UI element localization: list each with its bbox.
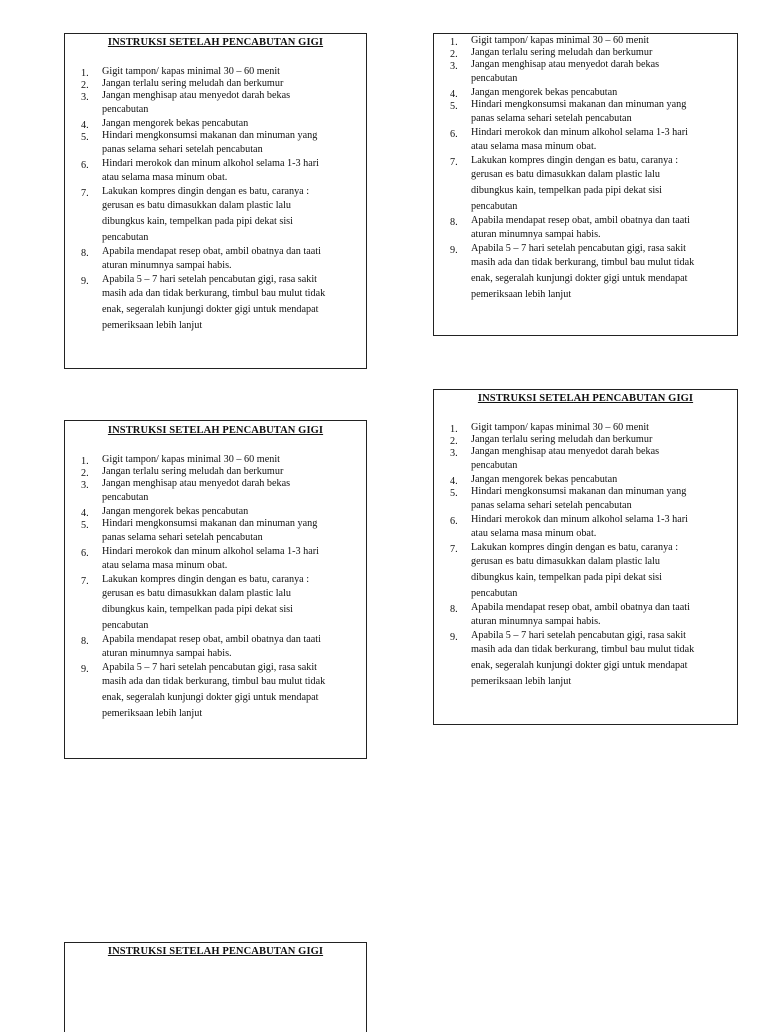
- instruction-item: [440, 474, 731, 486]
- item-text-line: pencabutan: [471, 201, 518, 212]
- instruction-item: [440, 35, 731, 47]
- instruction-card-middle-right: [433, 389, 738, 725]
- item-number: 6.: [81, 160, 89, 171]
- instruction-item: [71, 118, 360, 130]
- item-text-line: dibungkus kain, tempelkan pada pipi dekat sisi: [471, 572, 662, 583]
- item-number: 2.: [81, 468, 89, 479]
- item-number: 1.: [450, 37, 458, 48]
- item-text-line: gerusan es batu dimasukkan dalam plastic lalu: [102, 588, 291, 599]
- item-text-line: Jangan menghisap atau menyedot darah bekas: [102, 478, 291, 489]
- instruction-item: [71, 90, 360, 118]
- item-text-line: pemeriksaan lebih lanjut: [471, 289, 572, 300]
- item-text-line: aturan minumnya sampai habis.: [102, 260, 232, 271]
- item-text-line: masih ada dan tidak berkurang, timbul bau mulut tidak: [471, 257, 695, 268]
- item-text-line: enak, segeralah kunjungi dokter gigi untuk mendapat: [471, 660, 688, 671]
- item-number: 7.: [450, 157, 458, 168]
- instruction-item: [71, 478, 360, 506]
- item-number: 8.: [81, 248, 89, 259]
- item-text-line: pemeriksaan lebih lanjut: [471, 676, 572, 687]
- item-text-line: pemeriksaan lebih lanjut: [102, 320, 203, 331]
- instruction-item: [71, 518, 360, 546]
- item-text-line: Apabila 5 – 7 hari setelah pencabutan gigi, rasa sakit: [102, 662, 317, 673]
- instruction-item: [71, 66, 360, 78]
- item-text-line: Apabila 5 – 7 hari setelah pencabutan gigi, rasa sakit: [471, 243, 686, 254]
- item-number: 7.: [81, 576, 89, 587]
- item-number: 1.: [81, 456, 89, 467]
- item-number: 9.: [81, 276, 89, 287]
- instruction-item: [440, 542, 731, 602]
- item-text-line: dibungkus kain, tempelkan pada pipi dekat sisi: [471, 185, 662, 196]
- instruction-card-top-right: [433, 33, 738, 336]
- item-number: 8.: [450, 604, 458, 615]
- item-number: 9.: [450, 245, 458, 256]
- item-text-line: Apabila mendapat resep obat, ambil obatnya dan taati: [102, 634, 321, 645]
- item-text-line: Hindari merokok dan minum alkohol selama 1-3 hari: [471, 127, 688, 138]
- item-text-line: Jangan terlalu sering meludah dan berkumur: [102, 78, 284, 89]
- item-number: 7.: [450, 544, 458, 555]
- instruction-item: [440, 486, 731, 514]
- item-text-line: Jangan terlalu sering meludah dan berkumur: [102, 466, 284, 477]
- item-text-line: Gigit tampon/ kapas minimal 30 – 60 menit: [471, 35, 649, 46]
- instruction-card-top-left: [64, 33, 367, 369]
- item-text-line: Jangan mengorek bekas pencabutan: [471, 87, 618, 98]
- item-text-line: gerusan es batu dimasukkan dalam plastic lalu: [471, 169, 660, 180]
- item-text-line: Gigit tampon/ kapas minimal 30 – 60 menit: [102, 454, 280, 465]
- card-title: INSTRUKSI SETELAH PENCABUTAN GIGI: [107, 946, 324, 957]
- instruction-item: [71, 246, 360, 274]
- item-number: 4.: [81, 120, 89, 131]
- item-number: 5.: [81, 520, 89, 531]
- item-number: 3.: [81, 92, 89, 103]
- item-text-line: pencabutan: [471, 588, 518, 599]
- item-text-line: masih ada dan tidak berkurang, timbul bau mulut tidak: [102, 676, 326, 687]
- item-text-line: Apabila mendapat resep obat, ambil obatnya dan taati: [471, 602, 690, 613]
- item-text-line: enak, segeralah kunjungi dokter gigi untuk mendapat: [102, 692, 319, 703]
- item-text-line: Apabila mendapat resep obat, ambil obatnya dan taati: [102, 246, 321, 257]
- instruction-item: [71, 662, 360, 722]
- instruction-item: [440, 243, 731, 303]
- item-text-line: enak, segeralah kunjungi dokter gigi untuk mendapat: [102, 304, 319, 315]
- item-text-line: Hindari merokok dan minum alkohol selama 1-3 hari: [471, 514, 688, 525]
- item-number: 8.: [81, 636, 89, 647]
- item-text-line: panas selama sehari setelah pencabutan: [102, 144, 263, 155]
- item-text-line: Jangan mengorek bekas pencabutan: [102, 118, 249, 129]
- card-title: INSTRUKSI SETELAH PENCABUTAN GIGI: [107, 37, 324, 48]
- item-text-line: Jangan mengorek bekas pencabutan: [471, 474, 618, 485]
- item-text-line: masih ada dan tidak berkurang, timbul bau mulut tidak: [102, 288, 326, 299]
- instruction-item: [71, 574, 360, 634]
- item-text-line: Hindari merokok dan minum alkohol selama 1-3 hari: [102, 546, 319, 557]
- instruction-item: [440, 99, 731, 127]
- item-number: 2.: [81, 80, 89, 91]
- instruction-item: [440, 87, 731, 99]
- item-number: 4.: [450, 476, 458, 487]
- instruction-item: [71, 454, 360, 466]
- item-text-line: panas selama sehari setelah pencabutan: [471, 113, 632, 124]
- instruction-list: [71, 66, 360, 334]
- instruction-item: [71, 186, 360, 246]
- item-text-line: enak, segeralah kunjungi dokter gigi untuk mendapat: [471, 273, 688, 284]
- item-text-line: masih ada dan tidak berkurang, timbul bau mulut tidak: [471, 644, 695, 655]
- instruction-item: [440, 127, 731, 155]
- instruction-card-bottom-left: [64, 942, 367, 1032]
- item-text-line: atau selama masa minum obat.: [471, 141, 597, 152]
- item-text-line: pencabutan: [102, 492, 149, 503]
- instruction-item: [440, 155, 731, 215]
- item-number: 2.: [450, 49, 458, 60]
- item-text-line: Lakukan kompres dingin dengan es batu, caranya :: [102, 186, 310, 197]
- instruction-card-middle-left: [64, 420, 367, 759]
- item-text-line: Apabila 5 – 7 hari setelah pencabutan gigi, rasa sakit: [102, 274, 317, 285]
- item-number: 5.: [81, 132, 89, 143]
- item-text-line: Lakukan kompres dingin dengan es batu, caranya :: [471, 542, 679, 553]
- instruction-item: [440, 215, 731, 243]
- item-text-line: aturan minumnya sampai habis.: [102, 648, 232, 659]
- item-text-line: pencabutan: [102, 104, 149, 115]
- item-text-line: aturan minumnya sampai habis.: [471, 616, 601, 627]
- instruction-item: [71, 130, 360, 158]
- item-number: 5.: [450, 101, 458, 112]
- instruction-item: [71, 78, 360, 90]
- item-number: 6.: [81, 548, 89, 559]
- item-text-line: pencabutan: [102, 620, 149, 631]
- instruction-item: [440, 446, 731, 474]
- instruction-item: [71, 506, 360, 518]
- item-text-line: Hindari mengkonsumsi makanan dan minuman yang: [102, 518, 318, 529]
- instruction-item: [71, 466, 360, 478]
- item-text-line: Hindari mengkonsumsi makanan dan minuman yang: [471, 486, 687, 497]
- instruction-item: [71, 546, 360, 574]
- instruction-item: [440, 630, 731, 690]
- instruction-item: [440, 602, 731, 630]
- item-text-line: pencabutan: [102, 232, 149, 243]
- card-title: INSTRUKSI SETELAH PENCABUTAN GIGI: [107, 425, 324, 436]
- item-number: 4.: [450, 89, 458, 100]
- instruction-item: [440, 47, 731, 59]
- item-text-line: panas selama sehari setelah pencabutan: [471, 500, 632, 511]
- item-number: 4.: [81, 508, 89, 519]
- item-number: 3.: [450, 61, 458, 72]
- item-text-line: atau selama masa minum obat.: [471, 528, 597, 539]
- item-number: 8.: [450, 217, 458, 228]
- instruction-item: [71, 274, 360, 334]
- item-text-line: Lakukan kompres dingin dengan es batu, caranya :: [102, 574, 310, 585]
- item-number: 6.: [450, 129, 458, 140]
- item-text-line: gerusan es batu dimasukkan dalam plastic lalu: [102, 200, 291, 211]
- item-text-line: Gigit tampon/ kapas minimal 30 – 60 menit: [102, 66, 280, 77]
- item-text-line: atau selama masa minum obat.: [102, 172, 228, 183]
- item-text-line: gerusan es batu dimasukkan dalam plastic lalu: [471, 556, 660, 567]
- item-text-line: Hindari mengkonsumsi makanan dan minuman yang: [102, 130, 318, 141]
- item-text-line: Jangan terlalu sering meludah dan berkumur: [471, 47, 653, 58]
- item-text-line: dibungkus kain, tempelkan pada pipi dekat sisi: [102, 216, 293, 227]
- item-text-line: Jangan menghisap atau menyedot darah bekas: [471, 59, 660, 70]
- item-text-line: panas selama sehari setelah pencabutan: [102, 532, 263, 543]
- instruction-item: [71, 634, 360, 662]
- instruction-item: [71, 158, 360, 186]
- item-text-line: Jangan terlalu sering meludah dan berkumur: [471, 434, 653, 445]
- instruction-item: [440, 514, 731, 542]
- item-text-line: atau selama masa minum obat.: [102, 560, 228, 571]
- item-number: 2.: [450, 436, 458, 447]
- instruction-list: [440, 35, 731, 303]
- instruction-list: [440, 422, 731, 690]
- instruction-item: [440, 59, 731, 87]
- instruction-item: [440, 434, 731, 446]
- item-text-line: Jangan mengorek bekas pencabutan: [102, 506, 249, 517]
- item-number: 3.: [450, 448, 458, 459]
- item-text-line: Lakukan kompres dingin dengan es batu, caranya :: [471, 155, 679, 166]
- instruction-list: [71, 454, 360, 722]
- item-text-line: Jangan menghisap atau menyedot darah bekas: [471, 446, 660, 457]
- item-text-line: Hindari merokok dan minum alkohol selama 1-3 hari: [102, 158, 319, 169]
- item-number: 5.: [450, 488, 458, 499]
- item-text-line: Apabila 5 – 7 hari setelah pencabutan gigi, rasa sakit: [471, 630, 686, 641]
- card-title: INSTRUKSI SETELAH PENCABUTAN GIGI: [477, 393, 694, 404]
- item-text-line: pencabutan: [471, 460, 518, 471]
- item-text-line: Jangan menghisap atau menyedot darah bekas: [102, 90, 291, 101]
- item-number: 7.: [81, 188, 89, 199]
- item-number: 3.: [81, 480, 89, 491]
- item-text-line: pencabutan: [471, 73, 518, 84]
- item-text-line: Apabila mendapat resep obat, ambil obatnya dan taati: [471, 215, 690, 226]
- item-number: 1.: [81, 68, 89, 79]
- item-text-line: aturan minumnya sampai habis.: [471, 229, 601, 240]
- item-text-line: pemeriksaan lebih lanjut: [102, 708, 203, 719]
- item-text-line: dibungkus kain, tempelkan pada pipi dekat sisi: [102, 604, 293, 615]
- item-text-line: Hindari mengkonsumsi makanan dan minuman yang: [471, 99, 687, 110]
- item-text-line: Gigit tampon/ kapas minimal 30 – 60 menit: [471, 422, 649, 433]
- item-number: 9.: [81, 664, 89, 675]
- item-number: 9.: [450, 632, 458, 643]
- instruction-item: [440, 422, 731, 434]
- item-number: 1.: [450, 424, 458, 435]
- item-number: 6.: [450, 516, 458, 527]
